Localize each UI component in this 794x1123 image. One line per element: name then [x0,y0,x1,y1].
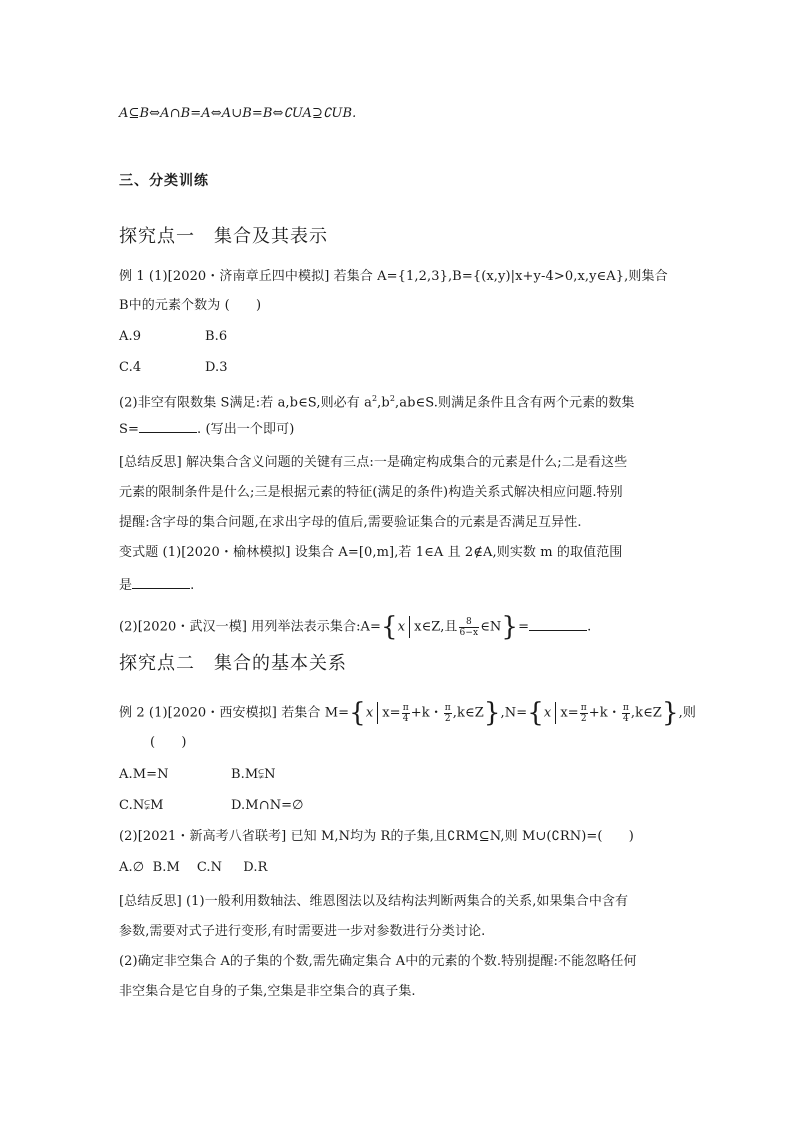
set-variable: x [543,705,552,721]
numerator: π [402,702,409,713]
example1-options-row2 [119,359,228,377]
right-brace: } [501,612,519,642]
fraction [580,703,588,724]
numerator: π [580,702,587,713]
numerator: π [444,702,451,713]
right-brace: } [483,698,501,728]
numerator: π [622,702,629,713]
answer-blank[interactable] [139,420,197,433]
example1-line1: 例 1 (1)[2020・济南章丘四中模拟] 若集合 A={1,2,3},B={(x,y)|x+y-4>0,x,y∈A},则集合 [119,269,668,284]
example1-options-row1 [119,328,227,346]
text-segment: (2)非空有限数集 S满足:若 a,b∈S,则必有 a [119,395,372,411]
set-variable: x [397,619,406,635]
text-segment: ,b [377,395,390,411]
superscript: 2 [389,394,396,403]
text-segment: 是 [119,578,133,593]
text-segment: ,k∈Z [452,705,484,721]
summary1-line1: [总结反思] 解决集合含义问题的关键有三点:一是确定构成集合的元素是什么;二是看这些 [119,455,628,470]
subset-equivalence-formula: A⊆B⇔A∩B=A⇔A∪B=B⇔∁UA⊇∁UB. [119,106,357,121]
variant2-line [119,612,592,642]
set-builder-bar [409,616,410,638]
left-brace: { [381,612,398,642]
fraction [622,703,630,724]
summary1-line2: 元素的限制条件是什么;三是根据元素的特征(满足的条件)构造关系式解决相应问题.特别 [119,485,623,500]
text-segment: = [518,619,530,635]
text-segment: +k・ [588,705,621,721]
text-segment: (2)[2020・武汉一模] 用列举法表示集合:A= [119,619,382,635]
example1-line2: B中的元素个数为 ( ) [119,298,262,313]
option-b: B.6 [205,329,228,344]
summary2-line2: 参数,需要对式子进行变形,有时需要进一步对参数进行分类讨论. [119,924,486,939]
example2-paren: ( ) [150,735,187,750]
option-d: D.3 [205,360,228,375]
example1-part2-line2 [119,420,294,439]
text-segment: ∈N [480,619,502,635]
example2-part2-options: A.∅ B.M C.N D.R [119,860,268,875]
section-heading: 三、分类训练 [119,173,209,189]
example2-options-row1 [119,766,276,784]
summary1-line3: 提醒:含字母的集合问题,在求出字母的值后,需要验证集合的元素是否满足互异性. [119,515,582,530]
text-segment: . [587,619,592,635]
denominator: 4 [402,713,409,724]
set-variable: x [365,705,374,721]
variant1-line1: 变式题 (1)[2020・榆林模拟] 设集合 A=[0,m],若 1∈A 且 2∉A,则实数 m 的取值范围 [119,545,623,560]
set-builder-bar [377,702,378,724]
fraction [402,703,410,724]
fraction [459,617,480,638]
option-a: A.9 [119,329,142,344]
superscript: 2 [371,394,378,403]
text-segment: 例 2 (1)[2020・西安模拟] 若集合 M= [119,705,350,721]
summary2-line4: 非空集合是它自身的子集,空集是非空集合的真子集. [119,984,416,999]
summary2-line1: [总结反思] (1)一般利用数轴法、维恩图法以及结构法判断两集合的关系,如果集合中含有 [119,894,629,909]
example2-line1 [119,698,696,728]
text-segment: x= [560,705,579,721]
example2-options-row2 [119,797,304,815]
point2-title: 探究点二 集合的基本关系 [119,653,347,674]
option-c: C.N⫋M [119,798,164,813]
summary2-line3: (2)确定非空集合 A的子集的个数,需先确定集合 A中的元素的个数.特别提醒:不能忽略任何 [119,954,637,969]
denominator: 2 [580,713,587,724]
text-segment: ,则 [678,705,696,721]
option-a: A.M=N [119,767,169,782]
set-builder-bar [555,702,556,724]
text-segment: ,k∈Z [630,705,662,721]
left-brace: { [527,698,544,728]
text-segment: x∈Z,且 [414,619,458,635]
answer-blank[interactable] [132,576,190,589]
denominator: 6−x [459,627,479,638]
fraction [444,703,452,724]
option-d: D.M∩N=∅ [231,798,304,813]
right-brace: } [661,698,679,728]
option-b: B.M⫋N [231,767,276,782]
text-segment: . [190,578,195,593]
left-brace: { [349,698,366,728]
example2-part2: (2)[2021・新高考八省联考] 已知 M,N均为 R的子集,且∁RM⊆N,则 M∪(∁RN)=( ) [119,829,634,844]
numerator: 8 [459,617,480,628]
point1-title: 探究点一 集合及其表示 [119,226,328,247]
example1-part2-line1 [119,390,635,412]
text-segment: ,ab∈S.则满足条件且含有两个元素的数集 [395,395,635,411]
text-segment: +k・ [410,705,443,721]
answer-blank[interactable] [529,618,587,631]
text-segment: S= [119,422,139,437]
variant1-line2 [119,576,194,595]
text-segment: x= [382,705,401,721]
denominator: 4 [622,713,629,724]
option-c: C.4 [119,360,142,375]
text-segment: . (写出一个即可) [197,422,295,437]
text-segment: ,N= [500,705,528,721]
denominator: 2 [444,713,451,724]
